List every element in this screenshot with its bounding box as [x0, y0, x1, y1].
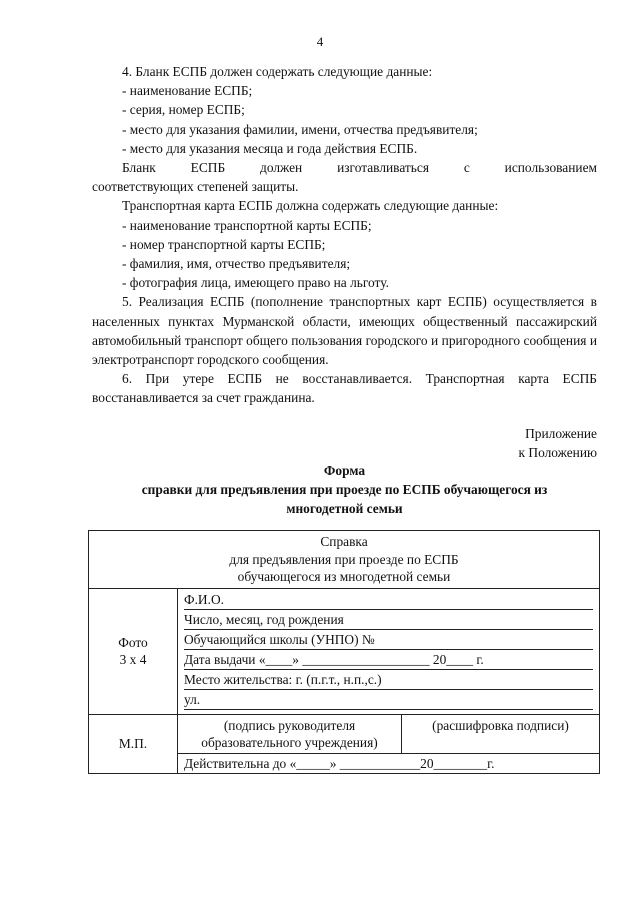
birth-date-field: Число, месяц, год рождения — [184, 610, 593, 630]
photo-size: 3 х 4 — [119, 652, 147, 667]
list-item: - фотография лица, имеющего право на льготу. — [122, 275, 389, 291]
list-item: - место для указания месяца и года действия ЕСПБ. — [122, 140, 418, 156]
list-item: - место для указания фамилии, имени, отчества предъявителя; — [122, 121, 478, 137]
photo-label: Фото — [118, 634, 148, 650]
form-title-line3: многодетной семьи — [286, 501, 403, 517]
paragraph-4-intro: 4. Бланк ЕСПБ должен содержать следующие данные: — [122, 64, 433, 79]
fio-field: Ф.И.О. — [184, 590, 593, 610]
certificate-form — [88, 530, 600, 774]
certificate-header-line3: обучающегося из многодетной семьи — [237, 569, 451, 584]
form-title-line2: справки для предъявления при проезде по ЕСПБ обучающегося из — [141, 482, 548, 498]
list-item: - серия, номер ЕСПБ; — [122, 102, 245, 118]
list-item: - наименование транспортной карты ЕСПБ; — [122, 217, 372, 233]
signature-decode-cell: (расшифровка подписи) — [402, 714, 600, 753]
page-number: 4 — [316, 34, 324, 49]
stamp-cell: М.П. — [89, 714, 178, 774]
blank-protection-line2: соответствующих степеней защиты. — [92, 179, 299, 195]
appendix-line2: к Положению — [518, 444, 597, 460]
valid-until-field: Действительна до «_____» ____________20________г. — [184, 755, 495, 771]
issue-date-field: Дата выдачи «____» ___________________ 20____ г. — [184, 650, 593, 670]
personal-data-cell — [178, 588, 600, 714]
school-field: Обучающийся школы (УНПО) № — [184, 630, 593, 650]
body-text — [92, 62, 597, 462]
head-signature-label2: образовательного учреждения) — [201, 734, 378, 750]
list-item: - номер транспортной карты ЕСПБ; — [122, 236, 326, 252]
street-field: ул. — [184, 690, 593, 710]
list-item: - фамилия, имя, отчество предъявителя; — [122, 256, 351, 272]
residence-field: Место жительства: г. (п.г.т., н.п.,с.) — [184, 670, 593, 690]
paragraph-5: 5. Реализация ЕСПБ (пополнение транспортных карт ЕСПБ) осуществляется в населенных пунктах Мурманской области, имеющих общественный пассажирский автомобильный транспорт общего пользования городского и пригородного сообщения и электротранспорт городского сообщения. — [92, 294, 597, 368]
certificate-header-line2: для предъявления при проезде по ЕСПБ — [229, 551, 459, 567]
form-title — [92, 461, 597, 519]
head-signature-cell — [178, 714, 402, 753]
appendix-line1: Приложение — [525, 425, 597, 441]
form-title-line1: Форма — [323, 463, 366, 478]
list-item: - наименование ЕСПБ; — [122, 83, 253, 99]
head-signature-label1: (подпись руководителя — [223, 717, 356, 733]
card-intro: Транспортная карта ЕСПБ должна содержать следующие данные: — [122, 198, 499, 214]
blank-protection-line1: Бланк ЕСПБ должен изготавливаться с использованием — [122, 160, 597, 176]
certificate-header — [89, 531, 600, 589]
validity-cell — [178, 753, 600, 774]
paragraph-6: 6. При утере ЕСПБ не восстанавливается. Транспортная карта ЕСПБ восстанавливается за счет гражданина. — [92, 371, 597, 406]
photo-cell — [89, 588, 178, 714]
certificate-header-title: Справка — [320, 534, 368, 549]
